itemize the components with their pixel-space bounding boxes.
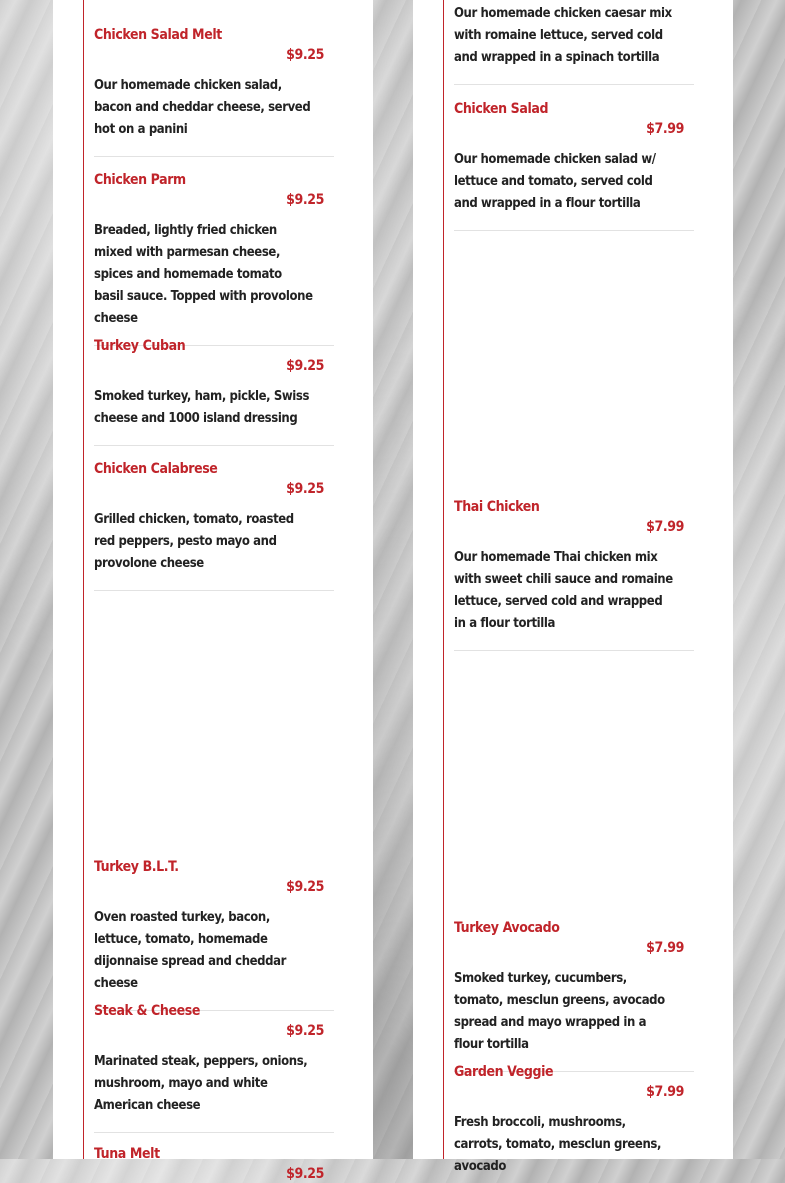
menu-item-description: Our homemade chicken salad, bacon and cheddar cheese, served hot on a panini xyxy=(94,78,311,137)
item-divider xyxy=(94,445,334,446)
menu-item-price: $7.99 xyxy=(646,1084,684,1100)
menu-item xyxy=(454,919,694,1072)
menu-item-name: Chicken Parm xyxy=(94,172,186,188)
menu-item-price: $7.99 xyxy=(646,940,684,956)
menu-item-description: Oven roasted turkey, bacon, lettuce, tomato, homemade dijonnaise spread and cheddar cheese xyxy=(94,910,286,991)
menu-item-description: Smoked turkey, ham, pickle, Swiss cheese and 1000 island dressing xyxy=(94,389,310,426)
menu-item-name: Turkey Avocado xyxy=(454,920,560,936)
menu-item-price: $9.25 xyxy=(286,47,324,63)
menu-item-name: Thai Chicken xyxy=(454,499,540,515)
menu-item xyxy=(454,1063,694,1178)
item-divider xyxy=(94,156,334,157)
menu-item-description: Fresh broccoli, mushrooms, carrots, tomato, mesclun greens, avocado xyxy=(454,1115,662,1174)
menu-item-price: $9.25 xyxy=(286,1023,324,1039)
menu-item-description: Breaded, lightly fried chicken mixed with parmesan cheese, spices and homemade tomato basil sauce. Topped with provolone cheese xyxy=(94,223,313,326)
menu-item-price: $7.99 xyxy=(646,121,684,137)
menu-item-name: Turkey Cuban xyxy=(94,338,186,354)
menu-item-price: $9.25 xyxy=(286,879,324,895)
menu-item-description: Grilled chicken, tomato, roasted red peppers, pesto mayo and provolone cheese xyxy=(94,512,294,571)
menu-item xyxy=(94,1145,334,1182)
menu-item xyxy=(94,337,334,446)
menu-item xyxy=(94,1002,334,1133)
item-divider xyxy=(94,1132,334,1133)
menu-item xyxy=(94,858,334,1011)
column-accent-rule xyxy=(83,0,84,1159)
menu-item-price: $9.25 xyxy=(286,1166,324,1182)
right-menu-column xyxy=(413,0,733,1174)
menu-item-description: Our homemade chicken caesar mix with romaine lettuce, served cold and wrapped in a spinach tortilla xyxy=(454,6,672,65)
menu-item xyxy=(454,3,694,85)
item-divider xyxy=(454,84,694,85)
menu-item-price: $7.99 xyxy=(646,519,684,535)
menu-item-name: Tuna Melt xyxy=(94,1146,160,1162)
left-menu-column xyxy=(53,0,373,1182)
menu-item xyxy=(94,460,334,591)
menu-item-description: Smoked turkey, cucumbers, tomato, mesclun greens, avocado spread and mayo wrapped in a flour tortilla xyxy=(454,971,665,1052)
menu-item-name: Steak & Cheese xyxy=(94,1003,201,1019)
menu-item-price: $9.25 xyxy=(286,481,324,497)
menu-item-price: $9.25 xyxy=(286,192,324,208)
item-divider xyxy=(454,650,694,651)
menu-item xyxy=(454,100,694,231)
menu-item-name: Chicken Calabrese xyxy=(94,461,218,477)
menu-item-description: Our homemade chicken salad w/ lettuce and tomato, served cold and wrapped in a flour tortilla xyxy=(454,152,656,211)
menu-item xyxy=(454,498,694,651)
menu-item-name: Turkey B.L.T. xyxy=(94,859,179,875)
menu-item-description: Our homemade Thai chicken mix with sweet chili sauce and romaine lettuce, served cold and wrapped in a flour tortilla xyxy=(454,550,673,631)
column-accent-rule xyxy=(443,0,444,1159)
item-divider xyxy=(94,590,334,591)
menu-item xyxy=(94,26,334,157)
menu-item-description: Marinated steak, peppers, onions, mushroom, mayo and white American cheese xyxy=(94,1054,308,1113)
item-divider xyxy=(454,230,694,231)
menu-item-name: Chicken Salad Melt xyxy=(94,27,222,43)
menu-item xyxy=(94,171,334,346)
menu-item-name: Chicken Salad xyxy=(454,101,549,117)
menu-item-price: $9.25 xyxy=(286,358,324,374)
menu-item-name: Garden Veggie xyxy=(454,1064,554,1080)
